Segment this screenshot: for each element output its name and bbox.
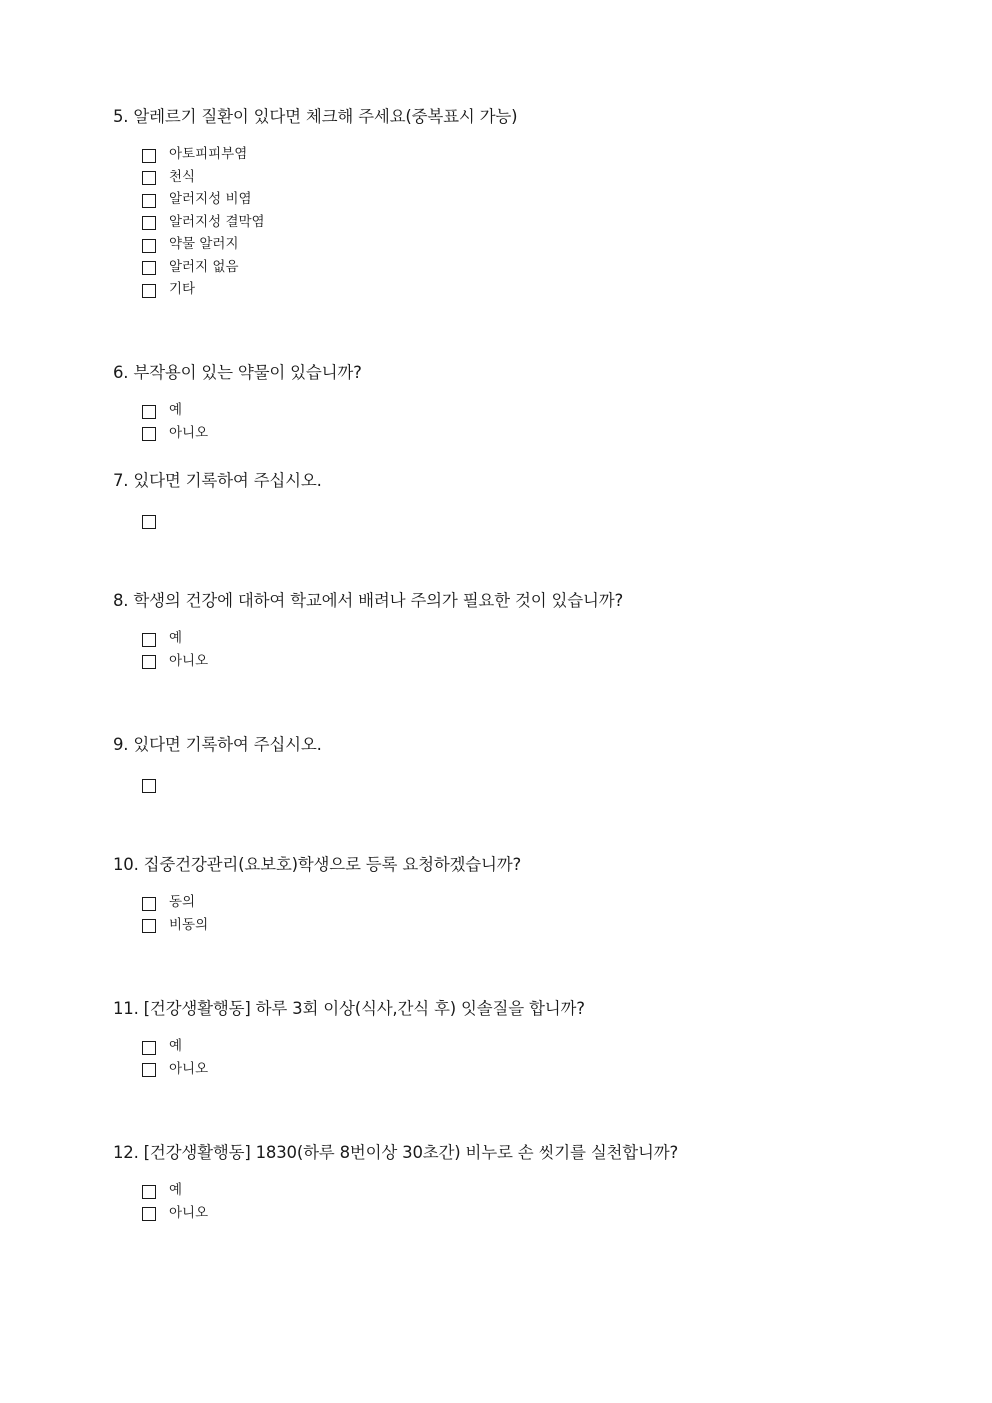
option-other[interactable] bbox=[142, 278, 265, 301]
option-label: 아니오 bbox=[169, 1204, 209, 1221]
checkbox[interactable] bbox=[142, 216, 156, 230]
checkbox[interactable] bbox=[142, 633, 156, 647]
checkbox[interactable] bbox=[142, 779, 156, 793]
option-label: 약물 알러지 bbox=[169, 236, 239, 253]
checkbox[interactable] bbox=[142, 515, 156, 529]
checkbox[interactable] bbox=[142, 405, 156, 419]
option-yes[interactable] bbox=[142, 1179, 208, 1202]
question-9 bbox=[113, 734, 322, 756]
question-8 bbox=[113, 590, 623, 669]
question-title: 10. 집중건강관리(요보호)학생으로 등록 요청하겠습니까? bbox=[113, 855, 522, 874]
question-title: 8. 학생의 건강에 대하여 학교에서 배려나 주의가 필요한 것이 있습니까? bbox=[113, 591, 623, 610]
option-atopic-dermatitis[interactable] bbox=[142, 143, 265, 166]
option-label: 알러지성 비염 bbox=[169, 191, 252, 208]
question-title: 12. [건강생활행동] 1830(하루 8번이상 30초간) 비누로 손 씻기를 실천합니까? bbox=[113, 1143, 679, 1162]
option-allergic-conjunctivitis[interactable] bbox=[142, 211, 265, 234]
option-yes[interactable] bbox=[142, 1035, 208, 1058]
option-list bbox=[142, 509, 156, 532]
option-yes[interactable] bbox=[142, 399, 208, 422]
option-list bbox=[142, 891, 208, 936]
question-7 bbox=[113, 470, 322, 492]
option-no[interactable] bbox=[142, 1202, 208, 1225]
option-disagree[interactable] bbox=[142, 914, 208, 937]
option-asthma[interactable] bbox=[142, 166, 265, 189]
option-text-entry[interactable] bbox=[142, 509, 156, 532]
question-title: 6. 부작용이 있는 약물이 있습니까? bbox=[113, 363, 362, 382]
option-list bbox=[142, 1179, 208, 1224]
option-label: 아니오 bbox=[169, 424, 209, 441]
question-title: 11. [건강생활행동] 하루 3회 이상(식사,간식 후) 잇솔질을 합니까? bbox=[113, 999, 585, 1018]
option-label: 알러지 없음 bbox=[169, 258, 239, 275]
option-label: 아니오 bbox=[169, 1060, 209, 1077]
question-5 bbox=[113, 106, 518, 298]
option-label: 예 bbox=[169, 1182, 183, 1199]
option-list bbox=[142, 1035, 208, 1080]
option-label: 비동의 bbox=[169, 916, 209, 933]
option-label: 천식 bbox=[169, 168, 196, 185]
option-no[interactable] bbox=[142, 650, 208, 673]
checkbox[interactable] bbox=[142, 239, 156, 253]
question-11 bbox=[113, 998, 585, 1077]
checkbox[interactable] bbox=[142, 1041, 156, 1055]
checkbox[interactable] bbox=[142, 427, 156, 441]
checkbox[interactable] bbox=[142, 194, 156, 208]
option-list bbox=[142, 627, 208, 672]
checkbox[interactable] bbox=[142, 261, 156, 275]
option-list bbox=[142, 399, 208, 444]
question-12 bbox=[113, 1142, 679, 1221]
option-label: 아토피피부염 bbox=[169, 146, 248, 163]
question-6 bbox=[113, 362, 362, 441]
option-label: 동의 bbox=[169, 894, 196, 911]
option-list bbox=[142, 773, 156, 796]
question-title: 9. 있다면 기록하여 주십시오. bbox=[113, 735, 322, 754]
question-10 bbox=[113, 854, 522, 933]
checkbox[interactable] bbox=[142, 284, 156, 298]
checkbox[interactable] bbox=[142, 171, 156, 185]
option-list bbox=[142, 143, 265, 301]
option-yes[interactable] bbox=[142, 627, 208, 650]
checkbox[interactable] bbox=[142, 1207, 156, 1221]
checkbox[interactable] bbox=[142, 897, 156, 911]
option-label: 예 bbox=[169, 402, 183, 419]
checkbox[interactable] bbox=[142, 1063, 156, 1077]
option-label: 기타 bbox=[169, 281, 196, 298]
option-text-entry[interactable] bbox=[142, 773, 156, 796]
question-title: 7. 있다면 기록하여 주십시오. bbox=[113, 471, 322, 490]
option-no[interactable] bbox=[142, 422, 208, 445]
checkbox[interactable] bbox=[142, 1185, 156, 1199]
option-no[interactable] bbox=[142, 1058, 208, 1081]
option-agree[interactable] bbox=[142, 891, 208, 914]
checkbox[interactable] bbox=[142, 919, 156, 933]
option-no-allergy[interactable] bbox=[142, 256, 265, 279]
question-title: 5. 알레르기 질환이 있다면 체크해 주세요(중복표시 가능) bbox=[113, 107, 518, 126]
checkbox[interactable] bbox=[142, 655, 156, 669]
option-label: 예 bbox=[169, 1038, 183, 1055]
checkbox[interactable] bbox=[142, 149, 156, 163]
option-label: 아니오 bbox=[169, 652, 209, 669]
option-allergic-rhinitis[interactable] bbox=[142, 188, 265, 211]
option-label: 알러지성 결막염 bbox=[169, 213, 265, 230]
option-drug-allergy[interactable] bbox=[142, 233, 265, 256]
option-label: 예 bbox=[169, 630, 183, 647]
